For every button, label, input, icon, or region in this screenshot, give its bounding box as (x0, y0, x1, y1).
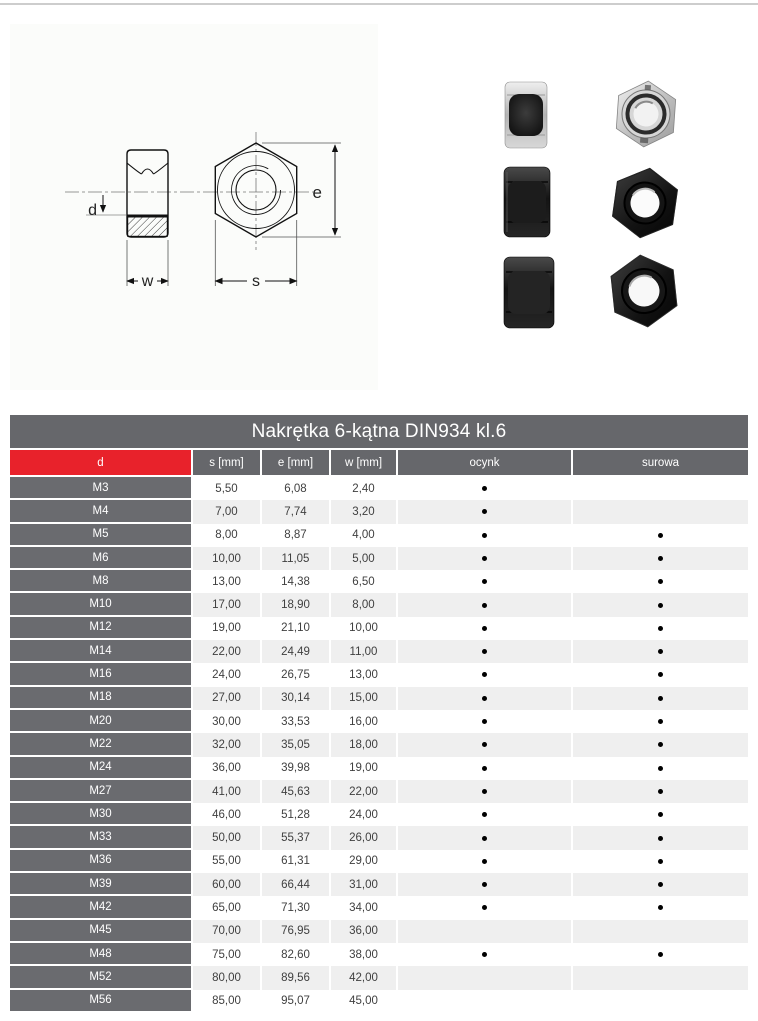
nut-photo-zinc-top (615, 79, 677, 149)
availability-dot (482, 649, 487, 654)
availability-dot (658, 952, 663, 957)
row-label: M6 (10, 547, 193, 570)
cell-surowa (573, 803, 748, 826)
table-row (10, 547, 748, 570)
cell-w: 29,00 (331, 850, 398, 873)
cell-w: 26,00 (331, 826, 398, 849)
cell-s: 36,00 (193, 757, 262, 780)
table-row (10, 966, 748, 989)
cell-surowa (573, 850, 748, 873)
availability-dot (482, 952, 487, 957)
cell-ocynk (398, 850, 573, 873)
cell-e: 11,05 (262, 547, 331, 570)
row-label: M48 (10, 943, 193, 966)
table-row (10, 593, 748, 616)
column-header-ocynk: ocynk (398, 450, 573, 477)
row-label: M8 (10, 570, 193, 593)
nut-photo-raw-top (609, 252, 679, 330)
table-row (10, 687, 748, 710)
dim-label-e: e (312, 183, 322, 202)
availability-dot (658, 836, 663, 841)
cell-surowa (573, 826, 748, 849)
dim-label-d: d (88, 202, 97, 219)
nut-photos (480, 60, 710, 350)
cell-ocynk (398, 547, 573, 570)
cell-w: 36,00 (331, 920, 398, 943)
table-row (10, 617, 748, 640)
cell-s: 24,00 (193, 663, 262, 686)
cell-surowa (573, 570, 748, 593)
side-view (127, 150, 168, 237)
table-row (10, 570, 748, 593)
cell-w: 2,40 (331, 477, 398, 500)
cell-s: 13,00 (193, 570, 262, 593)
table-row (10, 733, 748, 756)
table-row (10, 500, 748, 523)
table-row (10, 990, 748, 1013)
cell-e: 39,98 (262, 757, 331, 780)
row-label: M20 (10, 710, 193, 733)
cell-ocynk (398, 966, 573, 989)
table-row (10, 896, 748, 919)
cell-w: 13,00 (331, 663, 398, 686)
row-label: M36 (10, 850, 193, 873)
cell-w: 8,00 (331, 593, 398, 616)
row-label: M4 (10, 500, 193, 523)
cell-s: 19,00 (193, 617, 262, 640)
row-label: M52 (10, 966, 193, 989)
row-label: M30 (10, 803, 193, 826)
cell-ocynk (398, 733, 573, 756)
row-label: M42 (10, 896, 193, 919)
cell-ocynk (398, 943, 573, 966)
dim-e (262, 143, 341, 237)
cell-e: 76,95 (262, 920, 331, 943)
cell-ocynk (398, 896, 573, 919)
cell-e: 89,56 (262, 966, 331, 989)
cell-w: 15,00 (331, 687, 398, 710)
cell-s: 27,00 (193, 687, 262, 710)
cell-s: 41,00 (193, 780, 262, 803)
availability-dot (658, 766, 663, 771)
cell-surowa (573, 710, 748, 733)
cell-surowa (573, 873, 748, 896)
cell-s: 65,00 (193, 896, 262, 919)
cell-e: 33,53 (262, 710, 331, 733)
cell-ocynk (398, 826, 573, 849)
availability-dot (482, 672, 487, 677)
availability-dot (482, 836, 487, 841)
cell-surowa (573, 640, 748, 663)
table-row (10, 803, 748, 826)
cell-surowa (573, 780, 748, 803)
availability-dot (658, 719, 663, 724)
hex-nut-technical-drawing (10, 24, 378, 390)
availability-dot (482, 859, 487, 864)
cell-s: 5,50 (193, 477, 262, 500)
cell-e: 71,30 (262, 896, 331, 919)
spec-table-grid (10, 450, 748, 1013)
cell-surowa (573, 663, 748, 686)
cell-ocynk (398, 663, 573, 686)
row-label: M22 (10, 733, 193, 756)
cell-ocynk (398, 873, 573, 896)
availability-dot (482, 882, 487, 887)
cell-ocynk (398, 593, 573, 616)
cell-surowa (573, 896, 748, 919)
spec-table-body (10, 477, 748, 1013)
availability-dot (658, 882, 663, 887)
cell-surowa (573, 524, 748, 547)
cell-e: 61,31 (262, 850, 331, 873)
nut-photo-zinc-side (505, 82, 547, 148)
column-header-e: e [mm] (262, 450, 331, 477)
cell-e: 24,49 (262, 640, 331, 663)
cell-s: 30,00 (193, 710, 262, 733)
cell-e: 8,87 (262, 524, 331, 547)
cell-surowa (573, 990, 748, 1013)
table-row (10, 663, 748, 686)
table-title: Nakrętka 6-kątna DIN934 kl.6 (10, 415, 748, 448)
availability-dot (482, 533, 487, 538)
cell-ocynk (398, 617, 573, 640)
column-header-d: d (10, 450, 193, 477)
availability-dot (482, 509, 487, 514)
technical-drawing-panel (10, 24, 378, 390)
availability-dot (658, 579, 663, 584)
cell-ocynk (398, 640, 573, 663)
cell-s: 80,00 (193, 966, 262, 989)
row-label: M39 (10, 873, 193, 896)
cell-w: 3,20 (331, 500, 398, 523)
cell-ocynk (398, 570, 573, 593)
dim-label-s: s (252, 273, 260, 290)
top-divider (0, 3, 758, 5)
cell-w: 16,00 (331, 710, 398, 733)
cell-surowa (573, 477, 748, 500)
row-label: M10 (10, 593, 193, 616)
product-photos-panel (480, 60, 710, 350)
cell-s: 85,00 (193, 990, 262, 1013)
availability-dot (482, 766, 487, 771)
availability-dot (482, 486, 487, 491)
table-row (10, 920, 748, 943)
row-label: M14 (10, 640, 193, 663)
cell-surowa (573, 943, 748, 966)
cell-surowa (573, 733, 748, 756)
availability-dot (482, 556, 487, 561)
cell-w: 6,50 (331, 570, 398, 593)
cell-w: 24,00 (331, 803, 398, 826)
cell-w: 42,00 (331, 966, 398, 989)
table-row (10, 850, 748, 873)
nut-photo-black-top (610, 164, 680, 242)
cell-s: 8,00 (193, 524, 262, 547)
cell-surowa (573, 966, 748, 989)
availability-dot (658, 696, 663, 701)
table-row (10, 524, 748, 547)
availability-dot (658, 533, 663, 538)
table-row (10, 640, 748, 663)
availability-dot (482, 905, 487, 910)
cell-e: 14,38 (262, 570, 331, 593)
cell-e: 30,14 (262, 687, 331, 710)
cell-s: 60,00 (193, 873, 262, 896)
table-row (10, 757, 748, 780)
row-label: M27 (10, 780, 193, 803)
column-header-s: s [mm] (193, 450, 262, 477)
cell-e: 45,63 (262, 780, 331, 803)
cell-w: 34,00 (331, 896, 398, 919)
dim-d (86, 195, 126, 219)
cell-s: 46,00 (193, 803, 262, 826)
cell-e: 18,90 (262, 593, 331, 616)
spec-table (10, 415, 748, 1013)
availability-dot (482, 742, 487, 747)
cell-e: 51,28 (262, 803, 331, 826)
availability-dot (482, 696, 487, 701)
availability-dot (482, 789, 487, 794)
cell-e: 82,60 (262, 943, 331, 966)
availability-dot (658, 556, 663, 561)
availability-dot (658, 789, 663, 794)
cell-ocynk (398, 757, 573, 780)
cell-s: 75,00 (193, 943, 262, 966)
cell-w: 45,00 (331, 990, 398, 1013)
cell-surowa (573, 687, 748, 710)
row-label: M5 (10, 524, 193, 547)
cell-w: 38,00 (331, 943, 398, 966)
cell-surowa (573, 593, 748, 616)
nut-photo-raw-side (504, 257, 554, 328)
cell-s: 32,00 (193, 733, 262, 756)
availability-dot (482, 579, 487, 584)
column-header-surowa: surowa (573, 450, 748, 477)
cell-w: 22,00 (331, 780, 398, 803)
table-row (10, 873, 748, 896)
cell-surowa (573, 617, 748, 640)
cell-e: 7,74 (262, 500, 331, 523)
dim-w (127, 240, 168, 290)
cell-w: 31,00 (331, 873, 398, 896)
cell-e: 26,75 (262, 663, 331, 686)
cell-surowa (573, 920, 748, 943)
table-row (10, 780, 748, 803)
availability-dot (658, 626, 663, 631)
cell-w: 19,00 (331, 757, 398, 780)
dim-label-w: w (141, 273, 154, 290)
cell-s: 7,00 (193, 500, 262, 523)
row-label: M3 (10, 477, 193, 500)
row-label: M18 (10, 687, 193, 710)
cell-ocynk (398, 477, 573, 500)
cell-surowa (573, 500, 748, 523)
cell-w: 10,00 (331, 617, 398, 640)
cell-w: 5,00 (331, 547, 398, 570)
cell-w: 4,00 (331, 524, 398, 547)
cell-e: 21,10 (262, 617, 331, 640)
availability-dot (482, 812, 487, 817)
availability-dot (658, 649, 663, 654)
cell-e: 35,05 (262, 733, 331, 756)
cell-s: 17,00 (193, 593, 262, 616)
cell-e: 6,08 (262, 477, 331, 500)
cell-e: 95,07 (262, 990, 331, 1013)
cell-ocynk (398, 500, 573, 523)
cell-surowa (573, 757, 748, 780)
cell-w: 18,00 (331, 733, 398, 756)
cell-s: 55,00 (193, 850, 262, 873)
cell-ocynk (398, 687, 573, 710)
availability-dot (482, 719, 487, 724)
availability-dot (482, 626, 487, 631)
cell-ocynk (398, 710, 573, 733)
availability-dot (658, 742, 663, 747)
availability-dot (658, 859, 663, 864)
cell-e: 66,44 (262, 873, 331, 896)
availability-dot (658, 812, 663, 817)
row-label: M56 (10, 990, 193, 1013)
cell-s: 50,00 (193, 826, 262, 849)
cell-e: 55,37 (262, 826, 331, 849)
row-label: M16 (10, 663, 193, 686)
row-label: M12 (10, 617, 193, 640)
cell-s: 22,00 (193, 640, 262, 663)
row-label: M24 (10, 757, 193, 780)
table-row (10, 943, 748, 966)
row-label: M33 (10, 826, 193, 849)
availability-dot (658, 905, 663, 910)
column-header-w: w [mm] (331, 450, 398, 477)
cell-s: 70,00 (193, 920, 262, 943)
cell-ocynk (398, 990, 573, 1013)
cell-ocynk (398, 524, 573, 547)
availability-dot (658, 603, 663, 608)
availability-dot (658, 672, 663, 677)
availability-dot (482, 603, 487, 608)
cell-ocynk (398, 780, 573, 803)
table-row (10, 710, 748, 733)
cell-w: 11,00 (331, 640, 398, 663)
table-row (10, 477, 748, 500)
header-row (10, 450, 748, 477)
cell-ocynk (398, 803, 573, 826)
row-label: M45 (10, 920, 193, 943)
cell-surowa (573, 547, 748, 570)
nut-photo-black-side (504, 167, 550, 237)
table-row (10, 826, 748, 849)
cell-s: 10,00 (193, 547, 262, 570)
cell-ocynk (398, 920, 573, 943)
